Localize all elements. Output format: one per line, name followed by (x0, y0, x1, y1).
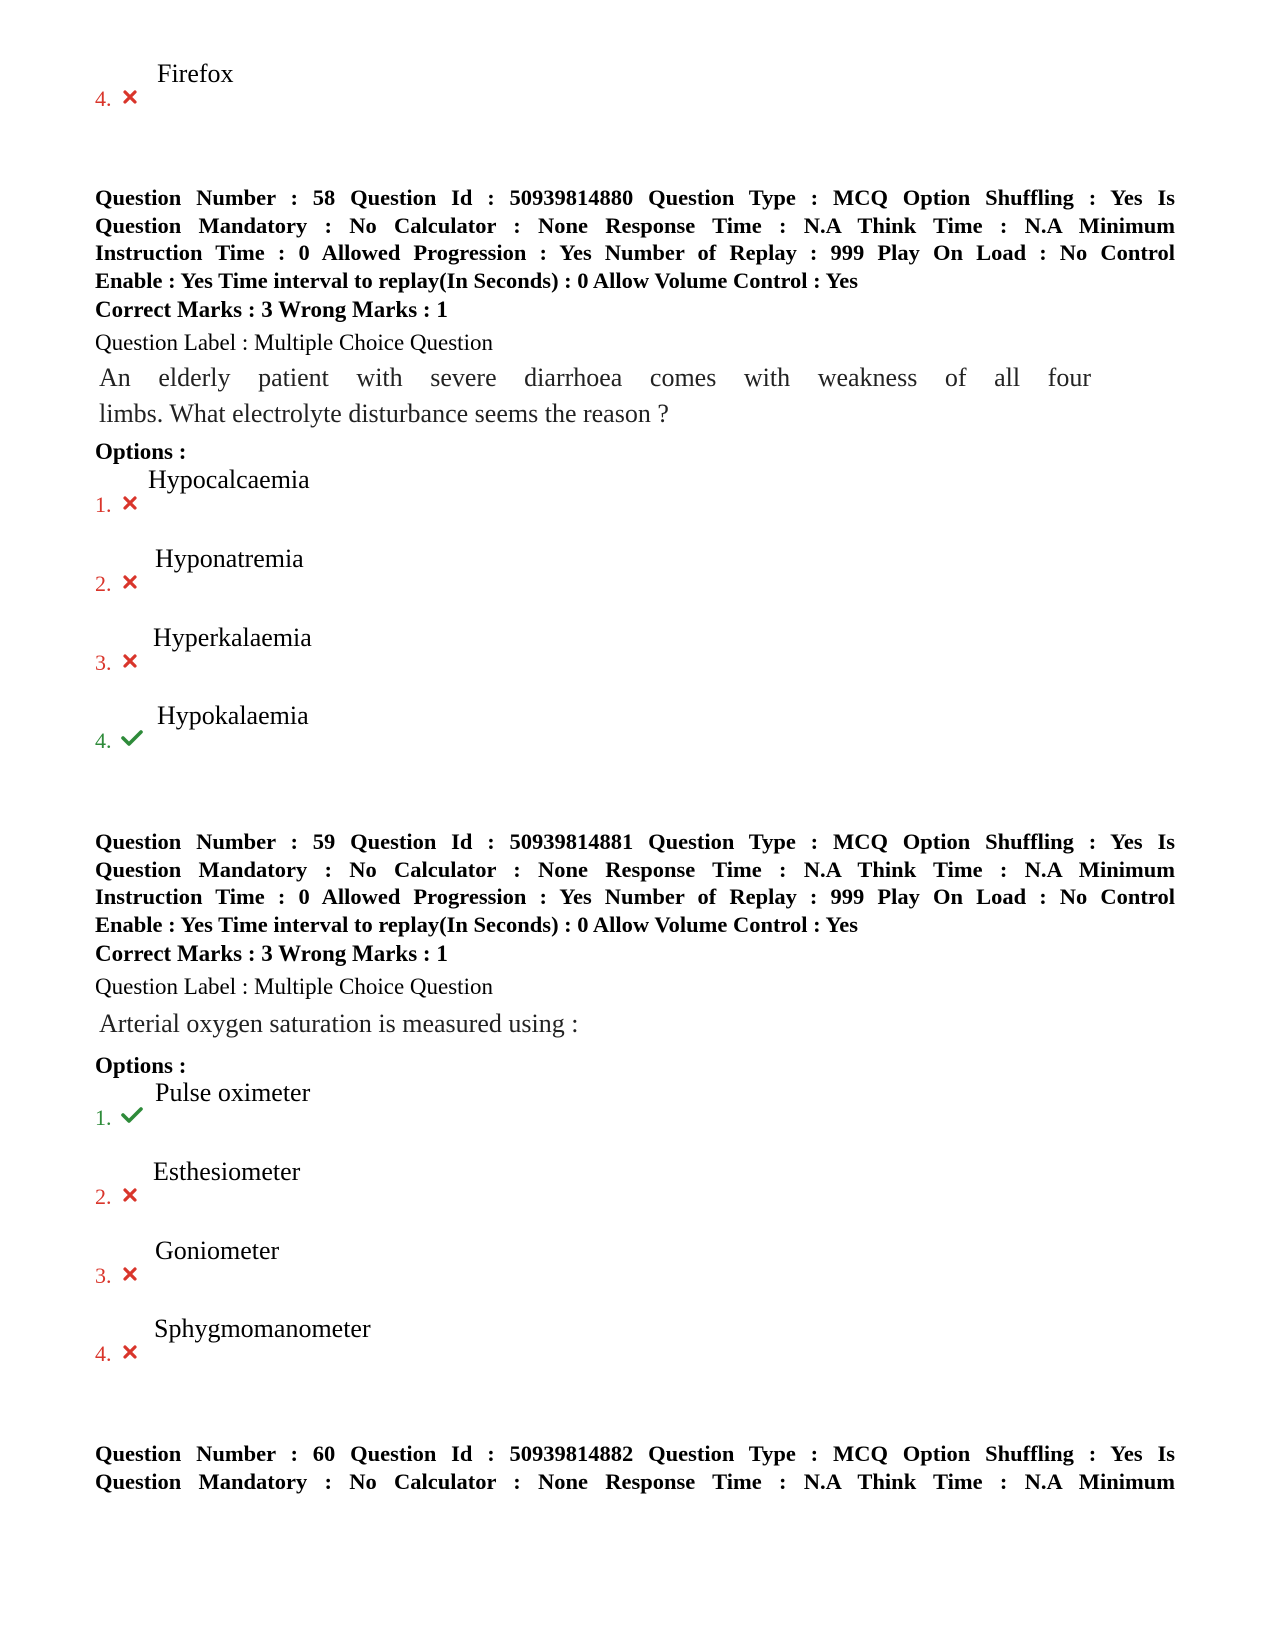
metadata-line: Question Number : 58 Question Id : 50939814880 Question Type : MCQ Option Shuffling : Yes Is (95, 185, 1175, 210)
option-text: Hypokalaemia (157, 701, 309, 730)
question-58-metadata (95, 184, 1175, 294)
option-item (95, 1148, 795, 1208)
option-item (95, 1227, 795, 1287)
question-58-label: Question Label : Multiple Choice Question (95, 330, 493, 355)
checkmark-icon (121, 730, 143, 746)
cross-icon (121, 496, 139, 510)
option-item (95, 50, 795, 110)
option-number: 4. (95, 86, 112, 111)
option-number: 1. (95, 1105, 112, 1130)
option-text: Hyperkalaemia (153, 623, 312, 652)
option-number: 1. (95, 492, 112, 517)
option-text: Goniometer (155, 1236, 280, 1265)
option-number: 4. (95, 728, 112, 753)
question-59-label: Question Label : Multiple Choice Question (95, 974, 493, 999)
checkmark-icon (121, 1107, 143, 1123)
metadata-line: Instruction Time : 0 Allowed Progression : Yes Number of Replay : 999 Play On Load : No Control (95, 884, 1175, 909)
question-line: An elderly patient with severe diarrhoea comes with weakness of all four (99, 363, 1091, 392)
question-59-text (99, 1006, 578, 1042)
cross-icon (121, 90, 139, 104)
cross-icon (121, 654, 139, 668)
option-number: 4. (95, 1341, 112, 1366)
cross-icon (121, 1188, 139, 1202)
metadata-line: Question Number : 60 Question Id : 50939814882 Question Type : MCQ Option Shuffling : Yes Is (95, 1441, 1175, 1466)
metadata-line: Question Mandatory : No Calculator : None Response Time : N.A Think Time : N.A Minimum (95, 1468, 1175, 1494)
question-58-text (99, 360, 1091, 432)
question-60-metadata (95, 1440, 1175, 1495)
question-line: Arterial oxygen saturation is measured using : (99, 1009, 579, 1038)
option-item (95, 1069, 795, 1129)
option-number: 2. (95, 571, 112, 596)
cross-icon (121, 1267, 139, 1281)
metadata-line: Question Mandatory : No Calculator : None Response Time : N.A Think Time : N.A Minimum (95, 856, 1175, 882)
question-59-metadata (95, 828, 1175, 938)
question-58-options-heading: Options : (95, 439, 187, 464)
cross-icon (121, 575, 139, 589)
option-number: 3. (95, 650, 112, 675)
question-59-marks: Correct Marks : 3 Wrong Marks : 1 (95, 941, 448, 966)
metadata-line: Enable : Yes Time interval to replay(In Seconds) : 0 Allow Volume Control : Yes (95, 267, 858, 293)
metadata-line: Instruction Time : 0 Allowed Progression : Yes Number of Replay : 999 Play On Load : No Control (95, 240, 1175, 265)
question-58-marks: Correct Marks : 3 Wrong Marks : 1 (95, 297, 448, 322)
question-59-options-heading: Options : (95, 1053, 187, 1078)
metadata-line: Enable : Yes Time interval to replay(In Seconds) : 0 Allow Volume Control : Yes (95, 911, 858, 937)
option-text: Sphygmomanometer (154, 1314, 371, 1343)
option-item (95, 614, 795, 674)
option-item (95, 692, 795, 752)
option-number: 2. (95, 1184, 112, 1209)
option-item (95, 1305, 795, 1365)
metadata-line: Question Mandatory : No Calculator : None Response Time : N.A Think Time : N.A Minimum (95, 212, 1175, 238)
option-text: Hypocalcaemia (148, 465, 310, 494)
option-text: Firefox (157, 59, 234, 88)
option-text: Pulse oximeter (155, 1078, 311, 1107)
option-text: Esthesiometer (153, 1157, 301, 1186)
metadata-line: Question Number : 59 Question Id : 50939814881 Question Type : MCQ Option Shuffling : Yes Is (95, 829, 1175, 854)
option-item (95, 456, 795, 516)
option-number: 3. (95, 1263, 112, 1288)
cross-icon (121, 1345, 139, 1359)
question-line: limbs. What electrolyte disturbance seems the reason ? (99, 399, 669, 428)
option-item (95, 535, 795, 595)
option-text: Hyponatremia (155, 544, 304, 573)
